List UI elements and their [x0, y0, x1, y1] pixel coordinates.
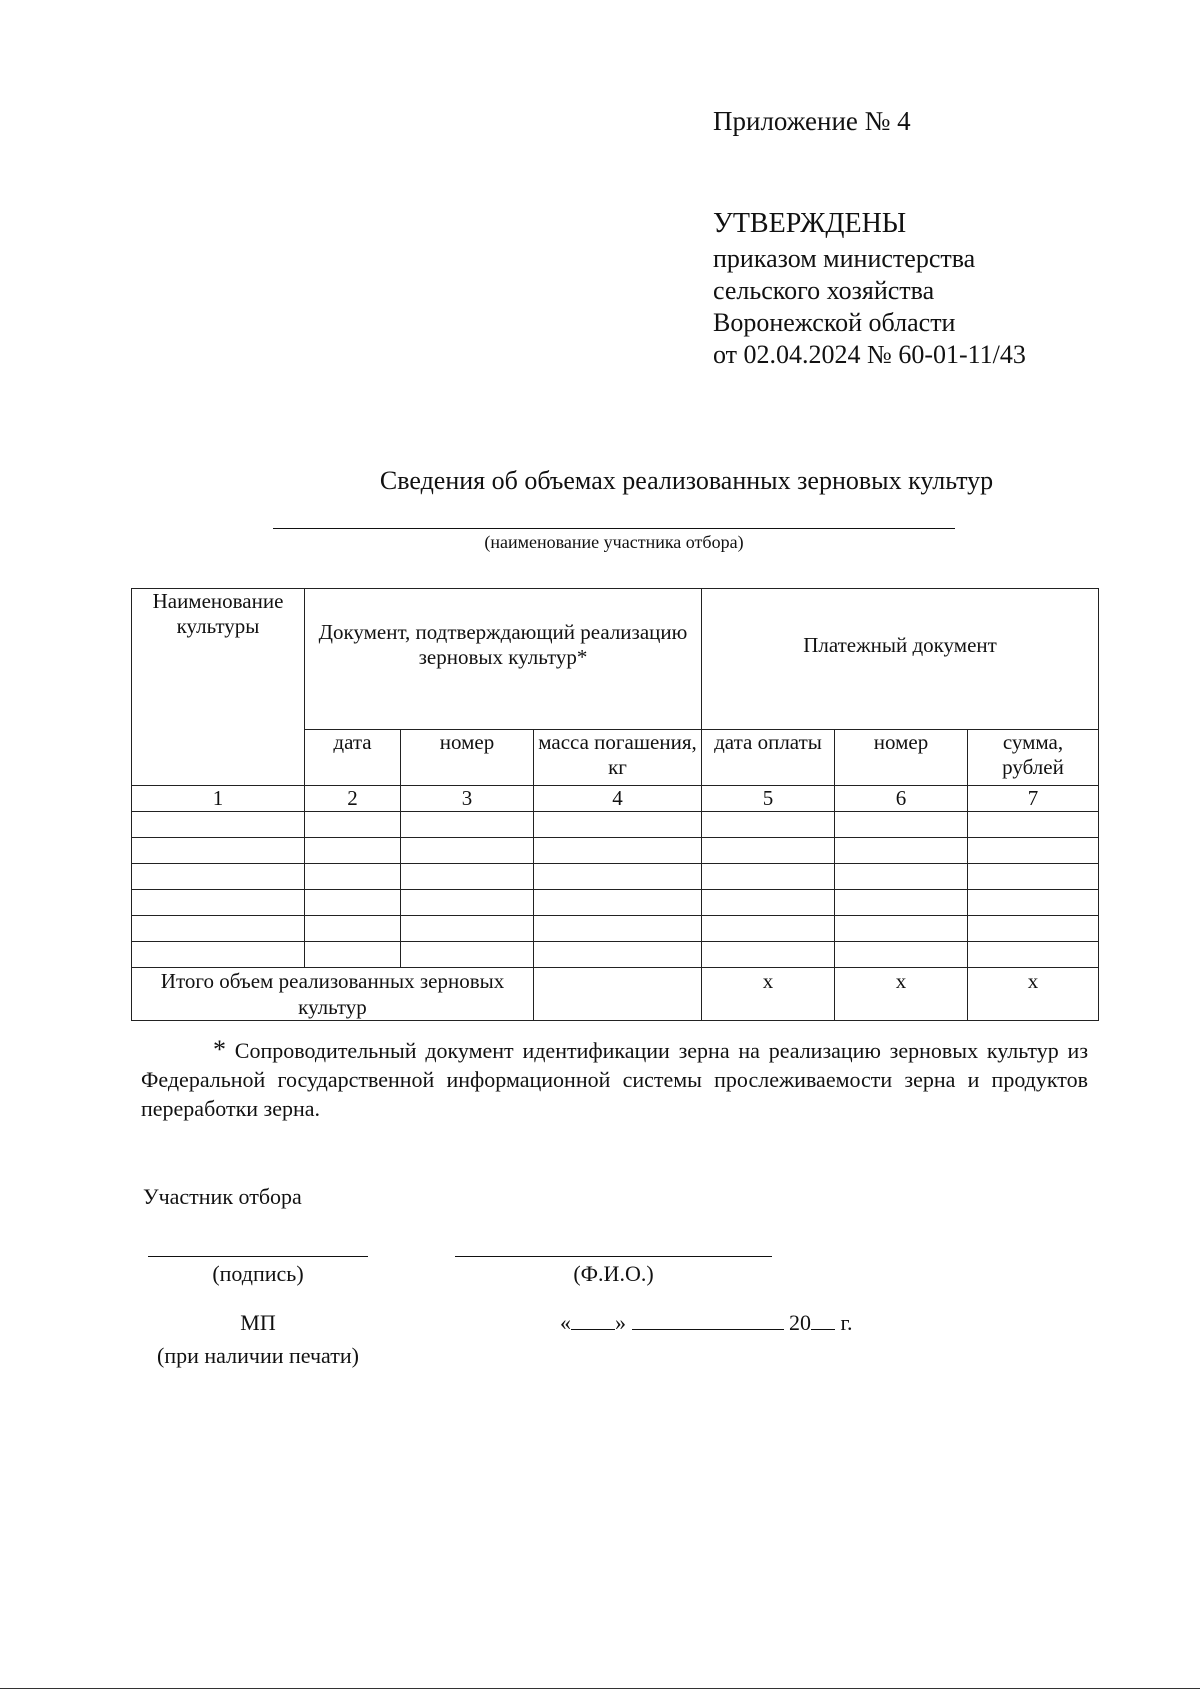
footnote [141, 1035, 1088, 1123]
table-cell[interactable] [401, 838, 534, 864]
table-cell[interactable] [401, 916, 534, 942]
table-cell[interactable] [132, 838, 305, 864]
seal-block [148, 1306, 368, 1372]
table-cell[interactable] [835, 812, 968, 838]
table-cell[interactable] [305, 916, 401, 942]
table-cell[interactable] [702, 890, 835, 916]
date-year-suffix: г. [840, 1310, 853, 1335]
table-cell[interactable] [132, 942, 305, 968]
table-cell[interactable] [401, 890, 534, 916]
approval-block [713, 205, 1026, 371]
header-culture-name: Наименование культуры [132, 589, 305, 786]
table-row [132, 864, 1099, 890]
table-cell[interactable] [534, 942, 702, 968]
page-bottom-rule [0, 1688, 1200, 1689]
full-name-caption: (Ф.И.О.) [573, 1261, 654, 1286]
total-mass-cell[interactable] [534, 968, 702, 1021]
table-cell[interactable] [305, 942, 401, 968]
date-year-blank[interactable] [811, 1307, 835, 1330]
signature-line[interactable] [148, 1256, 368, 1257]
table-cell[interactable] [968, 864, 1099, 890]
subheader-payment-number: номер [835, 730, 968, 786]
table-cell[interactable] [702, 838, 835, 864]
subheader-payment-date: дата оплаты [702, 730, 835, 786]
date-month-blank[interactable] [632, 1307, 784, 1330]
approval-line: Воронежской области [713, 308, 956, 337]
participant-name-line[interactable] [273, 528, 955, 529]
participant-label: Участник отбора [143, 1184, 302, 1209]
table-cell[interactable] [305, 890, 401, 916]
table-cell[interactable] [534, 890, 702, 916]
appendix-number: Приложение № 4 [713, 106, 911, 136]
column-number: 5 [702, 786, 835, 812]
table-cell[interactable] [534, 838, 702, 864]
total-mark: х [968, 968, 1099, 1021]
full-name-line[interactable] [455, 1256, 772, 1257]
table-row [132, 890, 1099, 916]
seal-label: МП [240, 1310, 276, 1335]
table-cell[interactable] [132, 864, 305, 890]
date-line [560, 1306, 853, 1339]
table-row [132, 812, 1099, 838]
subheader-number: номер [401, 730, 534, 786]
header-sales-document: Документ, подтверждающий реализацию зерновых культур* [305, 589, 702, 730]
table-cell[interactable] [132, 812, 305, 838]
table-cell[interactable] [534, 864, 702, 890]
table-cell[interactable] [401, 942, 534, 968]
footnote-asterisk: * [213, 1035, 226, 1064]
table-cell[interactable] [401, 812, 534, 838]
table-cell[interactable] [305, 864, 401, 890]
table-cell[interactable] [968, 812, 1099, 838]
column-number: 6 [835, 786, 968, 812]
approval-order-reference: от 02.04.2024 № 60-01-11/43 [713, 340, 1026, 369]
approval-line: приказом министерства [713, 244, 976, 273]
table-cell[interactable] [702, 916, 835, 942]
grain-sales-table [131, 588, 1099, 1021]
signature-caption: (подпись) [212, 1261, 304, 1286]
participant-name-caption: (наименование участника отбора) [484, 532, 744, 552]
total-mark: х [702, 968, 835, 1021]
table-cell[interactable] [968, 942, 1099, 968]
subheader-mass: масса погашения, кг [534, 730, 702, 786]
date-open-quote: « [560, 1310, 571, 1335]
column-number: 3 [401, 786, 534, 812]
table-row [132, 916, 1099, 942]
table-cell[interactable] [132, 890, 305, 916]
column-number: 1 [132, 786, 305, 812]
total-mark: х [835, 968, 968, 1021]
table-row [132, 942, 1099, 968]
column-number: 7 [968, 786, 1099, 812]
column-number: 4 [534, 786, 702, 812]
table-cell[interactable] [968, 838, 1099, 864]
table-row [132, 838, 1099, 864]
subheader-amount: сумма, рублей [968, 730, 1099, 786]
table-cell[interactable] [835, 864, 968, 890]
subheader-date: дата [305, 730, 401, 786]
table-total-row [132, 968, 1099, 1021]
table-header-row [132, 589, 1099, 730]
table-cell[interactable] [835, 942, 968, 968]
approval-title: УТВЕРЖДЕНЫ [713, 208, 907, 239]
column-number-row [132, 786, 1099, 812]
table-cell[interactable] [835, 890, 968, 916]
table-cell[interactable] [305, 812, 401, 838]
table-cell[interactable] [702, 942, 835, 968]
date-year-prefix: 20 [789, 1310, 811, 1335]
header-payment-document: Платежный документ [702, 589, 1099, 730]
footnote-text: Сопроводительный документ идентификации зерна на реализацию зерновых культур из Федеральной государственной информационной системы прослеживаемости зерна и продуктов переработки зерна. [141, 1038, 1089, 1121]
table-cell[interactable] [702, 812, 835, 838]
column-number: 2 [305, 786, 401, 812]
table-cell[interactable] [305, 838, 401, 864]
approval-line: сельского хозяйства [713, 276, 935, 305]
table-cell[interactable] [534, 916, 702, 942]
table-cell[interactable] [968, 916, 1099, 942]
table-cell[interactable] [835, 838, 968, 864]
table-cell[interactable] [968, 890, 1099, 916]
table-cell[interactable] [534, 812, 702, 838]
seal-note: (при наличии печати) [157, 1343, 359, 1368]
table-cell[interactable] [132, 916, 305, 942]
document-title: Сведения об объемах реализованных зерновых культур [379, 466, 994, 495]
table-cell[interactable] [835, 916, 968, 942]
date-day-blank[interactable] [571, 1307, 615, 1330]
table-cell[interactable] [401, 864, 534, 890]
total-label: Итого объем реализованных зерновых культур [132, 968, 534, 1021]
date-close-quote: » [615, 1310, 626, 1335]
table-cell[interactable] [702, 864, 835, 890]
